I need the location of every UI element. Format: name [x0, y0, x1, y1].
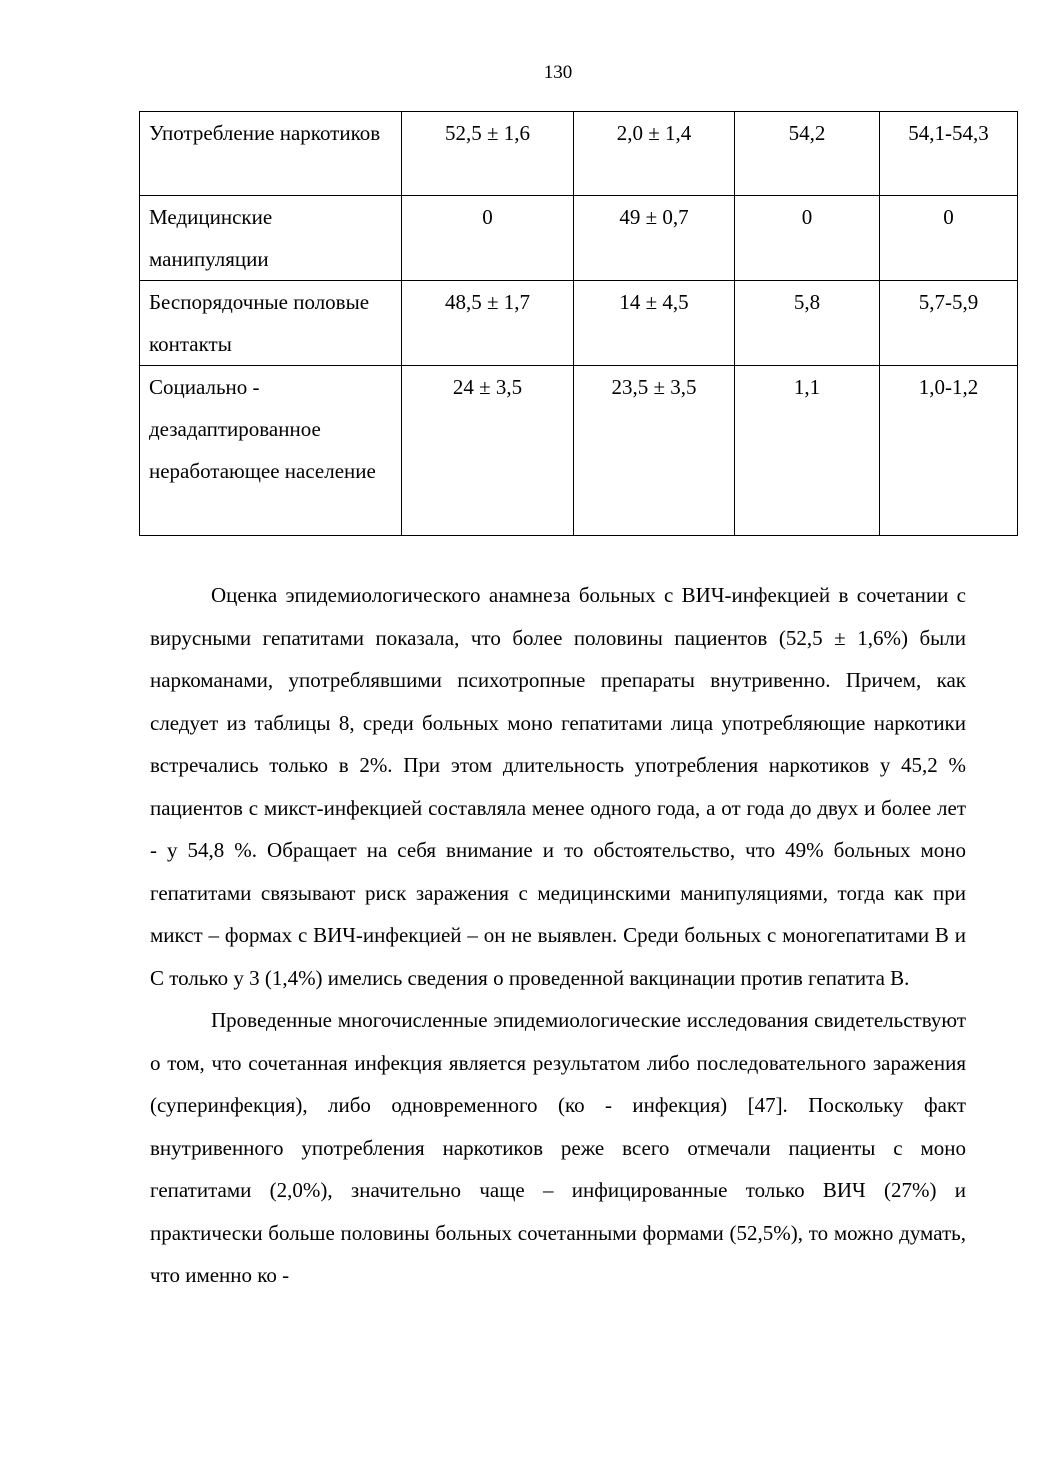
table-cell: 5,8 [735, 281, 880, 366]
table-cell: 2,0 ± 1,4 [574, 112, 735, 196]
table-cell: 1,0-1,2 [880, 366, 1018, 536]
table-cell: 0 [880, 196, 1018, 281]
table-row [140, 196, 1018, 281]
row-label: Медицинские манипуляции [140, 196, 402, 281]
table-cell: 1,1 [735, 366, 880, 536]
row-label: Употребление наркотиков [140, 112, 402, 196]
table-cell: 49 ± 0,7 [574, 196, 735, 281]
body-text [150, 574, 966, 1297]
paragraph: Проведенные многочисленные эпидемиологические исследования свидетельствуют о том, что сочетанная инфекция является результатом либо последовательного заражения (суперинфекция), либо одновременного (ко - инфекция) [47]. Поскольку факт внутривенного употребления наркотиков реже всего отмечали пациенты с моно гепатитами (2,0%), значительно чаще – инфицированные только ВИЧ (27%) и практически больше половины больных сочетанными формами (52,5%), то можно думать, что именно ко - [150, 1008, 966, 1287]
table-cell: 54,1-54,3 [880, 112, 1018, 196]
table-row [140, 366, 1018, 536]
table-cell: 23,5 ± 3,5 [574, 366, 735, 536]
paragraph: Оценка эпидемиологического анамнеза больных с ВИЧ-инфекцией в сочетании с вирусными гепатитами показала, что более половины пациентов (52,5 ± 1,6%) были наркоманами, употреблявшими психотропные препараты внутривенно. Причем, как следует из таблицы 8, среди больных моно гепатитами лица употребляющие наркотики встречались только в 2%. При этом длительность употребления наркотиков у 45,2 % пациентов с микст-инфекцией составляла менее одного года, а от года до двух и более лет - у 54,8 %. Обращает на себя внимание и то обстоятельство, что 49% больных моно гепатитами связывают риск заражения с медицинскими манипуляциями, тогда как при микст – формах с ВИЧ-инфекцией – он не выявлен. Среди больных с моногепатитами В и С только у 3 (1,4%) имелись сведения о проведенной вакцинации против гепатита В. [150, 583, 966, 990]
table-row [140, 112, 1018, 196]
row-label: Социально - дезадаптированное неработающее население [140, 366, 402, 536]
table-row [140, 281, 1018, 366]
table-cell: 5,7-5,9 [880, 281, 1018, 366]
row-label: Беспорядочные половые контакты [140, 281, 402, 366]
table-cell: 0 [402, 196, 574, 281]
table-cell: 54,2 [735, 112, 880, 196]
data-table [139, 111, 1018, 536]
table-cell: 52,5 ± 1,6 [402, 112, 574, 196]
table-cell: 0 [735, 196, 880, 281]
table-cell: 48,5 ± 1,7 [402, 281, 574, 366]
table-cell: 24 ± 3,5 [402, 366, 574, 536]
page-number: 130 [543, 62, 573, 83]
table-cell: 14 ± 4,5 [574, 281, 735, 366]
